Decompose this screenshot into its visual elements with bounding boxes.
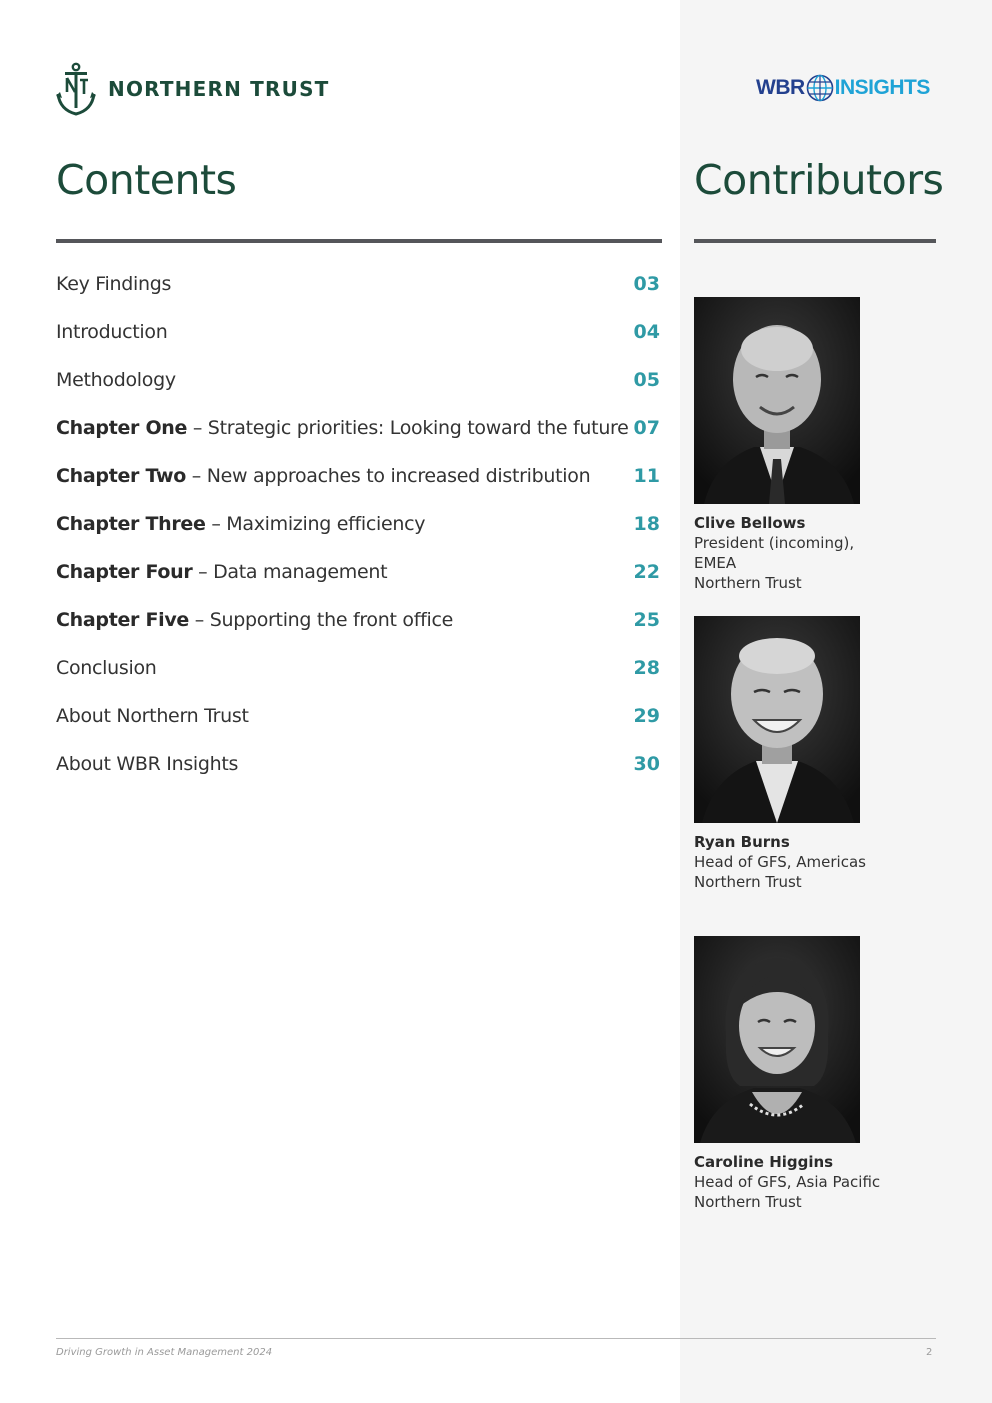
toc-page-number: 28: [633, 657, 660, 679]
toc-page-number: 11: [633, 465, 660, 487]
toc-item-label: Chapter Two – New approaches to increased distribution: [56, 465, 591, 487]
toc-page-number: 04: [633, 321, 660, 343]
insights-wordmark: INSIGHTS: [834, 76, 930, 99]
toc-item-label: Introduction: [56, 321, 168, 343]
contents-divider: [56, 239, 662, 243]
toc-item-label: Key Findings: [56, 273, 172, 295]
contributor-company: Northern Trust: [694, 873, 802, 891]
footer-report-title: Driving Growth in Asset Management 2024: [56, 1347, 273, 1358]
toc-item-label: About WBR Insights: [56, 753, 239, 775]
contributor-role: Head of GFS, Americas: [694, 853, 866, 871]
toc-item[interactable]: [56, 460, 662, 508]
contributors-divider: [694, 239, 936, 243]
toc-item-label: Chapter One – Strategic priorities: Looking toward the future: [56, 417, 629, 439]
toc-item[interactable]: [56, 412, 662, 460]
globe-icon: [806, 74, 834, 102]
toc-page-number: 22: [633, 561, 660, 583]
northern-trust-wordmark: NORTHERN TRUST: [108, 77, 330, 101]
toc-item-label: Chapter Three – Maximizing efficiency: [56, 513, 426, 535]
footer-divider: [56, 1338, 936, 1339]
toc-page-number: 05: [633, 369, 660, 391]
contributor-company: Northern Trust: [694, 1193, 802, 1211]
contributor-card: [694, 297, 924, 593]
toc-item[interactable]: [56, 652, 662, 700]
toc-item[interactable]: [56, 556, 662, 604]
toc-page-number: 03: [633, 273, 660, 295]
table-of-contents: [56, 268, 662, 796]
contributor-photo: [694, 616, 860, 823]
toc-item-label: About Northern Trust: [56, 705, 249, 727]
northern-trust-logo: [56, 62, 330, 116]
toc-page-number: 30: [633, 753, 660, 775]
toc-page-number: 07: [633, 417, 660, 439]
contributor-card: [694, 936, 924, 1212]
contents-heading: Contents: [56, 156, 237, 204]
contributor-region: EMEA: [694, 554, 737, 572]
contributor-name: Ryan Burns: [694, 833, 790, 851]
toc-item[interactable]: [56, 748, 662, 796]
contributors-heading: Contributors: [694, 156, 944, 204]
contributor-name: Caroline Higgins: [694, 1153, 834, 1171]
contributor-photo: [694, 297, 860, 504]
toc-item[interactable]: [56, 316, 662, 364]
toc-page-number: 29: [633, 705, 660, 727]
contributor-photo: [694, 936, 860, 1143]
toc-item-label: Conclusion: [56, 657, 157, 679]
toc-item-label: Chapter Five – Supporting the front office: [56, 609, 454, 631]
contributor-name: Clive Bellows: [694, 514, 806, 532]
toc-page-number: 25: [633, 609, 660, 631]
toc-item[interactable]: [56, 364, 662, 412]
footer-page-number: 2: [926, 1347, 933, 1358]
toc-item[interactable]: [56, 268, 662, 316]
wbr-wordmark: WBR: [756, 76, 805, 99]
toc-page-number: 18: [633, 513, 660, 535]
contributor-role: President (incoming),: [694, 534, 855, 552]
toc-item[interactable]: [56, 700, 662, 748]
wbr-insights-logo: [756, 74, 930, 102]
toc-item-label: Methodology: [56, 369, 176, 391]
contributor-role: Head of GFS, Asia Pacific: [694, 1173, 881, 1191]
toc-item[interactable]: [56, 508, 662, 556]
toc-item-label: Chapter Four – Data management: [56, 561, 388, 583]
anchor-icon: [56, 62, 96, 116]
toc-item[interactable]: [56, 604, 662, 652]
contributor-company: Northern Trust: [694, 574, 802, 592]
contributor-card: [694, 616, 924, 892]
